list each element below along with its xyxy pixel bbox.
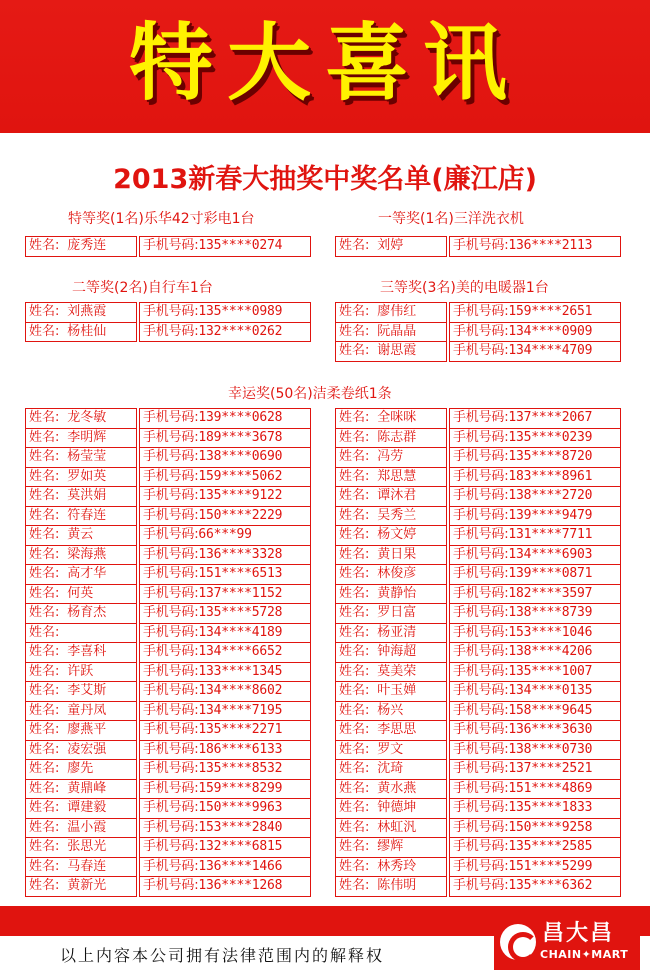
winner-name: 姓名: 黄新光	[25, 876, 137, 897]
winner-name: 姓名: 莫美荣	[335, 662, 447, 683]
winner-phone: 手机号码:189****3678	[139, 428, 311, 449]
winner-name: 姓名: 黄水燕	[335, 779, 447, 800]
winner-row	[335, 798, 625, 818]
winner-phone: 手机号码:134****6903	[449, 545, 621, 566]
second-prize-table	[25, 302, 315, 341]
winner-name: 姓名: 罗如英	[25, 467, 137, 488]
third-prize-table	[335, 302, 625, 361]
winner-phone: 手机号码:151****4869	[449, 779, 621, 800]
winner-row	[335, 642, 625, 662]
winner-row	[25, 681, 315, 701]
winner-row	[25, 798, 315, 818]
winner-name: 姓名: 龙冬敏	[25, 408, 137, 429]
winner-phone: 手机号码:66***99	[139, 525, 311, 546]
winner-phone: 手机号码:134****4709	[449, 341, 621, 362]
headline: 特大喜讯	[128, 14, 521, 112]
winner-name: 姓名: 刘婷	[335, 236, 447, 257]
winner-phone: 手机号码:186****6133	[139, 740, 311, 761]
winner-name: 姓名: 林俊彦	[335, 564, 447, 585]
winner-name: 姓名: 全咪咪	[335, 408, 447, 429]
winner-phone: 手机号码:135****2271	[139, 720, 311, 741]
winner-name: 姓名: 梁海燕	[25, 545, 137, 566]
winner-phone: 手机号码:158****9645	[449, 701, 621, 722]
winner-phone: 手机号码:183****8961	[449, 467, 621, 488]
winner-name: 姓名: 杨兴	[335, 701, 447, 722]
winner-row	[25, 876, 315, 896]
winner-row	[335, 545, 625, 565]
winner-phone: 手机号码:150****9258	[449, 818, 621, 839]
winner-phone: 手机号码:137****2067	[449, 408, 621, 429]
winner-phone: 手机号码:132****6815	[139, 837, 311, 858]
winner-phone: 手机号码:139****0628	[139, 408, 311, 429]
winner-row	[25, 818, 315, 838]
winner-row	[25, 720, 315, 740]
winner-name: 姓名: 陈伟明	[335, 876, 447, 897]
special-prize-title: 特等奖(1名)乐华42寸彩电1台	[68, 211, 255, 227]
winner-phone: 手机号码:135****8720	[449, 447, 621, 468]
logo-mark-icon	[500, 924, 536, 960]
winner-name: 姓名: 杨亚清	[335, 623, 447, 644]
winner-phone: 手机号码:135****0274	[139, 236, 311, 257]
winner-row	[335, 486, 625, 506]
winner-row	[335, 623, 625, 643]
winner-row	[335, 236, 625, 256]
winner-name: 姓名: 童丹凤	[25, 701, 137, 722]
winner-name: 姓名: 黄日果	[335, 545, 447, 566]
footer-disclaimer: 以上内容本公司拥有法律范围内的解释权	[60, 946, 385, 965]
winner-row	[335, 341, 625, 361]
winner-name: 姓名: 谢思霞	[335, 341, 447, 362]
winner-phone: 手机号码:135****8532	[139, 759, 311, 780]
winner-name: 姓名: 林秀玲	[335, 857, 447, 878]
winner-row	[335, 564, 625, 584]
winner-row	[335, 681, 625, 701]
winner-phone: 手机号码:136****2113	[449, 236, 621, 257]
winner-name: 姓名: 钟海超	[335, 642, 447, 663]
winner-name: 姓名: 谭建毅	[25, 798, 137, 819]
winner-name: 姓名: 黄静怡	[335, 584, 447, 605]
winner-name: 姓名: 莫洪娟	[25, 486, 137, 507]
winner-row	[335, 701, 625, 721]
winner-name: 姓名: 杨文婷	[335, 525, 447, 546]
winner-phone: 手机号码:134****7195	[139, 701, 311, 722]
winner-name: 姓名: 李艾斯	[25, 681, 137, 702]
winner-name: 姓名: 黄云	[25, 525, 137, 546]
winner-phone: 手机号码:159****2651	[449, 302, 621, 323]
winner-row	[25, 447, 315, 467]
winner-name: 姓名: 凌宏强	[25, 740, 137, 761]
winner-row	[335, 759, 625, 779]
logo-english-name: CHAIN✦MART	[540, 948, 629, 961]
winner-row	[335, 408, 625, 428]
winner-name: 姓名: 杨莹莹	[25, 447, 137, 468]
winner-phone: 手机号码:135****1833	[449, 798, 621, 819]
winner-row	[335, 818, 625, 838]
winner-row	[25, 302, 315, 322]
winner-row	[25, 759, 315, 779]
winner-row	[25, 623, 315, 643]
winner-row	[25, 857, 315, 877]
winner-row	[335, 447, 625, 467]
winner-name: 姓名: 沈琦	[335, 759, 447, 780]
winner-row	[25, 740, 315, 760]
winner-row	[335, 876, 625, 896]
winner-row	[25, 584, 315, 604]
winner-row	[335, 428, 625, 448]
winner-phone: 手机号码:135****2585	[449, 837, 621, 858]
winner-name: 姓名: 许跃	[25, 662, 137, 683]
winner-name: 姓名: 叶玉婵	[335, 681, 447, 702]
winner-phone: 手机号码:136****3328	[139, 545, 311, 566]
winner-phone: 手机号码:134****4189	[139, 623, 311, 644]
winner-row	[335, 525, 625, 545]
winner-phone: 手机号码:150****9963	[139, 798, 311, 819]
winner-row	[25, 486, 315, 506]
winner-row	[25, 467, 315, 487]
winner-phone: 手机号码:136****1466	[139, 857, 311, 878]
winner-phone: 手机号码:131****7711	[449, 525, 621, 546]
special-prize-table	[25, 236, 315, 256]
winner-phone: 手机号码:182****3597	[449, 584, 621, 605]
winner-row	[335, 603, 625, 623]
winner-row	[25, 837, 315, 857]
winner-phone: 手机号码:138****8739	[449, 603, 621, 624]
winner-name: 姓名: 高才华	[25, 564, 137, 585]
winner-phone: 手机号码:135****6362	[449, 876, 621, 897]
winner-name: 姓名: 刘燕霞	[25, 302, 137, 323]
winner-phone: 手机号码:137****1152	[139, 584, 311, 605]
winner-phone: 手机号码:159****8299	[139, 779, 311, 800]
winner-phone: 手机号码:159****5062	[139, 467, 311, 488]
winner-name: 姓名: 罗日富	[335, 603, 447, 624]
logo-chinese-name: 昌大昌	[542, 921, 615, 946]
second-prize-title: 二等奖(2名)自行车1台	[72, 280, 213, 296]
winner-phone: 手机号码:151****5299	[449, 857, 621, 878]
subheadline: 2013新春大抽奖中奖名单(廉江店)	[113, 164, 537, 195]
winner-row	[25, 642, 315, 662]
winner-name: 姓名: 杨育杰	[25, 603, 137, 624]
lucky-prize-table-left	[25, 408, 315, 896]
winner-row	[25, 779, 315, 799]
winner-phone: 手机号码:135****0239	[449, 428, 621, 449]
winner-row	[25, 701, 315, 721]
winner-row	[25, 603, 315, 623]
first-prize-title: 一等奖(1名)三洋洗衣机	[378, 211, 524, 227]
winner-row	[25, 506, 315, 526]
winner-row	[335, 740, 625, 760]
winner-name: 姓名: 庞秀连	[25, 236, 137, 257]
winner-row	[25, 662, 315, 682]
winner-name: 姓名:	[25, 623, 137, 644]
winner-name: 姓名: 符春连	[25, 506, 137, 527]
winner-phone: 手机号码:139****0871	[449, 564, 621, 585]
winner-row	[25, 545, 315, 565]
winner-phone: 手机号码:135****1007	[449, 662, 621, 683]
winner-name: 姓名: 黄鼎峰	[25, 779, 137, 800]
winner-phone: 手机号码:135****5728	[139, 603, 311, 624]
winner-row	[335, 857, 625, 877]
winner-name: 姓名: 李明辉	[25, 428, 137, 449]
winner-name: 姓名: 廖先	[25, 759, 137, 780]
winner-phone: 手机号码:133****1345	[139, 662, 311, 683]
winner-name: 姓名: 谭沐君	[335, 486, 447, 507]
winner-phone: 手机号码:134****6652	[139, 642, 311, 663]
winner-row	[335, 779, 625, 799]
winner-phone: 手机号码:136****1268	[139, 876, 311, 897]
winner-name: 姓名: 冯劳	[335, 447, 447, 468]
winner-row	[335, 467, 625, 487]
winner-row	[25, 564, 315, 584]
winner-phone: 手机号码:151****6513	[139, 564, 311, 585]
winner-phone: 手机号码:139****9479	[449, 506, 621, 527]
winner-phone: 手机号码:135****0989	[139, 302, 311, 323]
winner-phone: 手机号码:136****3630	[449, 720, 621, 741]
winner-row	[25, 236, 315, 256]
lucky-prize-table-right	[335, 408, 625, 896]
winner-row	[335, 720, 625, 740]
winner-phone: 手机号码:134****0135	[449, 681, 621, 702]
winner-name: 姓名: 钟德坤	[335, 798, 447, 819]
winner-phone: 手机号码:134****0909	[449, 322, 621, 343]
winner-name: 姓名: 李喜科	[25, 642, 137, 663]
winner-row	[335, 584, 625, 604]
winner-phone: 手机号码:150****2229	[139, 506, 311, 527]
winner-name: 姓名: 吴秀兰	[335, 506, 447, 527]
third-prize-title: 三等奖(3名)美的电暖器1台	[380, 280, 549, 296]
winner-name: 姓名: 张思光	[25, 837, 137, 858]
winner-phone: 手机号码:135****9122	[139, 486, 311, 507]
winner-phone: 手机号码:137****2521	[449, 759, 621, 780]
winner-phone: 手机号码:138****0690	[139, 447, 311, 468]
winner-name: 姓名: 罗文	[335, 740, 447, 761]
winner-phone: 手机号码:138****2720	[449, 486, 621, 507]
winner-row	[25, 322, 315, 342]
winner-phone: 手机号码:134****8602	[139, 681, 311, 702]
winner-name: 姓名: 温小霞	[25, 818, 137, 839]
winner-name: 姓名: 廖伟红	[335, 302, 447, 323]
winner-name: 姓名: 杨桂仙	[25, 322, 137, 343]
winner-name: 姓名: 廖燕平	[25, 720, 137, 741]
winner-name: 姓名: 马春连	[25, 857, 137, 878]
winner-phone: 手机号码:153****2840	[139, 818, 311, 839]
winner-name: 姓名: 何英	[25, 584, 137, 605]
winner-row	[335, 662, 625, 682]
winner-row	[25, 408, 315, 428]
lucky-prize-title: 幸运奖(50名)洁柔卷纸1条	[228, 386, 392, 402]
winner-row	[335, 506, 625, 526]
winner-phone: 手机号码:138****0730	[449, 740, 621, 761]
winner-phone: 手机号码:153****1046	[449, 623, 621, 644]
winner-row	[335, 302, 625, 322]
brand-logo	[494, 918, 640, 970]
winner-name: 姓名: 郑思慧	[335, 467, 447, 488]
winner-row	[25, 428, 315, 448]
winner-phone: 手机号码:138****4206	[449, 642, 621, 663]
winner-name: 姓名: 陈志群	[335, 428, 447, 449]
winner-row	[335, 837, 625, 857]
winner-row	[335, 322, 625, 342]
winner-name: 姓名: 阮晶晶	[335, 322, 447, 343]
first-prize-table	[335, 236, 625, 256]
winner-name: 姓名: 林虹汎	[335, 818, 447, 839]
winner-phone: 手机号码:132****0262	[139, 322, 311, 343]
winner-name: 姓名: 李思思	[335, 720, 447, 741]
winner-name: 姓名: 缪辉	[335, 837, 447, 858]
winner-row	[25, 525, 315, 545]
